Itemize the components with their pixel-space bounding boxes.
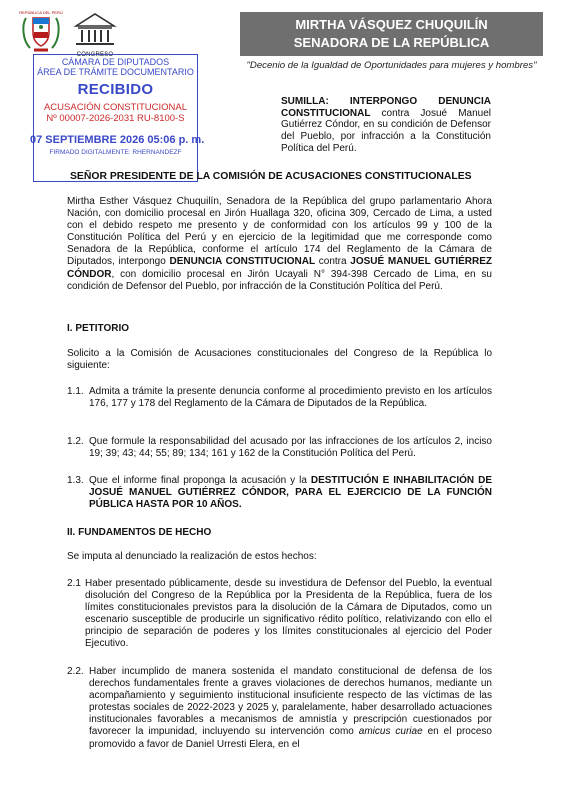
sumilla	[281, 96, 491, 155]
stamp-area: ÁREA DE TRÁMITE DOCUMENTARIO	[37, 67, 194, 77]
item-number: 1.1.	[67, 386, 84, 397]
fundamento-item-2-text: Haber incumplido de manera sostenida el mandato constitucional de defensa de los derechos fundamentales frente a graves violaciones de derechos humanos, mediante un acompañamiento y seguimiento institucional insuficiente respecto de las víctimas de las protestas sociales de 2022-2023 y 2025 y, paralelamente, haber desarrollado actuaciones institucionales favorables a mecanismos de amnistía y prescripción cuestionados por favorecer la impunidad, incluyendo su intervención como	[89, 666, 492, 738]
item-number: 2.1	[67, 578, 81, 589]
fundamento-item-2	[89, 666, 492, 751]
item-number: 1.3.	[67, 475, 84, 486]
petitorio-item-3-text: Que el informe final proponga la acusación y la	[89, 475, 311, 486]
peru-coat-of-arms-logo	[20, 10, 62, 56]
stamp-status: RECIBIDO	[77, 81, 154, 98]
stamp-chamber: CÁMARA DE DIPUTADOS	[61, 57, 170, 67]
section-title-petitorio: I. PETITORIO	[67, 323, 130, 334]
senator-header-box	[240, 12, 543, 56]
sumilla-label: SUMILLA:	[281, 96, 329, 107]
fundamento-item-2-tail: en el proceso promovido a favor de Daniel Urresti Elera, en el	[89, 726, 492, 750]
sumilla-bold: INTERPONGO DENUNCIA CONSTITUCIONAL	[281, 96, 491, 119]
congreso-logo-caption: CONGRESO	[76, 52, 114, 58]
item-number: 1.2.	[67, 436, 84, 447]
fundamentos-lead: Se imputa al denunciado la realización de estos hechos:	[67, 551, 317, 562]
senator-name: MIRTHA VÁSQUEZ CHUQUILÍN	[295, 17, 488, 32]
intro-text-3: , con domicilio procesal en Jirón Ucayali N° 394-398 Cercado de Lima, en su condición de Defensor del Pueblo, por infracción de la Constitución Política del Perú.	[67, 268, 492, 292]
addressee: SEÑOR PRESIDENTE DE LA COMISIÓN DE ACUSACIONES CONSTITUCIONALES	[70, 171, 472, 182]
stamp-signature: FIRMADO DIGITALMENTE: RHERNANDEZF	[49, 149, 182, 156]
fundamento-item-1: Haber presentado públicamente, desde su investidura de Defensor del Pueblo, la eventual disolución del Congreso de la República por la Presidenta de la República, fuera de los límites constitucionales previstos para la disolución de la Cámara de Diputados, como un escenario susceptible de producirle un significativo rédito político, relativizando con ello el principio de separación de poderes y los límites constitucionales al ejercicio del Poder Ejecutivo.	[85, 578, 492, 650]
intro-text-2: contra	[315, 256, 351, 268]
decade-motto: "Decenio de la Igualdad de Oportunidades para mujeres y hombres"	[246, 60, 537, 71]
stamp-datetime: 07 SEPTIEMBRE 2026 05:06 p. m.	[30, 134, 205, 146]
stamp-number: Nº 00007-2026-2031 RU-8100-S	[46, 113, 185, 124]
sumilla-text: contra Josué Manuel Gutiérrez Cóndor, en su condición de Defensor del Pueblo, por infracción a la Constitución Política del Perú.	[281, 107, 491, 154]
section-title-fundamentos: II. FUNDAMENTOS DE HECHO	[67, 527, 212, 538]
intro-bold-2: JOSUÉ MANUEL GUTIÉRREZ CÓNDOR	[67, 256, 492, 280]
item-number: 2.2.	[67, 666, 84, 677]
petitorio-lead: Solicito a la Comisión de Acusaciones constitucionales del Congreso de la República lo siguiente:	[67, 348, 492, 372]
reception-stamp	[30, 54, 205, 182]
peru-logo-caption: REPÚBLICA DEL PERÚ	[19, 10, 63, 15]
intro-bold-1: DENUNCIA CONSTITUCIONAL	[169, 256, 316, 268]
petitorio-item-2: Que formule la responsabilidad del acusado por las infracciones de los artículos 2, inciso 19; 39; 43; 44; 55; 89; 134; 161 y 162 de la Constitución Política del Perú.	[89, 436, 492, 460]
congreso-logo	[70, 10, 120, 58]
intro-text-1: Mirtha Esther Vásquez Chuquilín, Senadora de la República del grupo parlamentario Ahora Nación, con domicilio procesal en Jirón Huallaga 320, oficina 309, Cercado de Lima, a usted con el debido respeto me presento y de conformidad con los artículos 99 y 100 de la Constitución Política del Perú y en ejercicio de la legitimidad que me corresponde como Senadora de la República, conforme el artículo 174 del Reglamento de la Cámara de Diputados, interpongo	[67, 196, 492, 268]
senator-title: SENADORA DE LA REPÚBLICA	[293, 35, 490, 50]
intro-paragraph	[67, 196, 492, 293]
fundamento-item-2-italic: amicus curiae	[358, 726, 423, 738]
petitorio-item-1: Admita a trámite la presente denuncia conforme al procedimiento previsto en los artículos 176, 177 y 178 del Reglamento de la Cámara de Diputados de la República.	[89, 386, 492, 410]
petitorio-item-3	[89, 475, 492, 511]
stamp-type: ACUSACIÓN CONSTITUCIONAL	[43, 102, 188, 113]
petitorio-item-3-bold: DESTITUCIÓN E INHABILITACIÓN DE JOSUÉ MANUEL GUTIÉRREZ CÓNDOR, PARA EL EJERCICIO DE LA FUNCIÓN PÚBLICA HASTA POR 10 AÑOS.	[89, 475, 492, 511]
